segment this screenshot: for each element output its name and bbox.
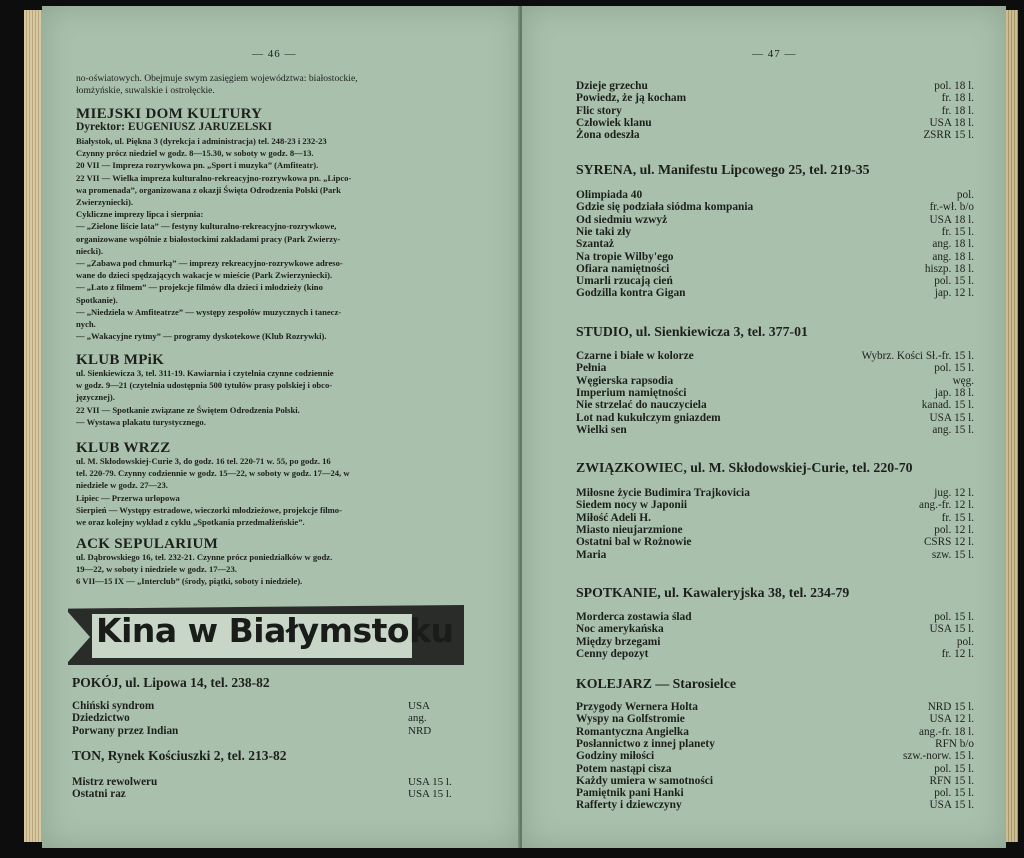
film-title: Ostatni bal w Rożnowie: [576, 536, 692, 549]
film-title: Czarne i białe w kolorze: [576, 350, 694, 362]
film-country: ang. 18 l.: [932, 238, 974, 251]
cinema-heading-pokoj: POKÓJ, ul. Lipowa 14, tel. 238-82: [72, 675, 270, 690]
film-country: USA 15 l.: [408, 776, 452, 788]
mdk-text-line: wa promenada”, organizowana z okazji Święta Odrodzenia Polski (Park: [76, 184, 341, 195]
film-title: Szantaż: [576, 238, 614, 251]
film-country: fr.-wł. b/o: [929, 201, 974, 214]
cinema-heading: KOLEJARZ — Starosielce: [576, 676, 736, 691]
mdk-director: Dyrektor: EUGENIUSZ JARUZELSKI: [76, 121, 272, 133]
mdk-text-line: organizowane wspólnie z białostockimi zakładami pracy (Park Zwierzy-: [76, 233, 341, 244]
film-title: Między brzegami: [576, 635, 661, 648]
film-country: pol. 15 l.: [934, 611, 974, 623]
film-country: USA 18 l.: [929, 116, 974, 129]
film-country: ang.-fr. 12 l.: [919, 499, 974, 512]
cinema-heading: STUDIO, ul. Sienkiewicza 3, tel. 377-01: [576, 324, 808, 339]
film-country: NRD: [408, 724, 432, 737]
film-country: pol. 15 l.: [934, 787, 974, 800]
film-country: ZSRR 15 l.: [923, 129, 974, 142]
film-country: szw.-norw. 15 l.: [903, 750, 974, 763]
mdk-text-line: Spotkanie).: [76, 294, 118, 305]
empik-text-line: — Wystawa plakatu turystycznego.: [76, 416, 206, 427]
film-title: Umarli rzucają cień: [576, 275, 673, 288]
film-country: ang.: [408, 712, 427, 725]
film-title: Noc amerykańska: [576, 623, 664, 636]
film-country: jap. 12 l.: [934, 287, 974, 300]
mdk-text-line: Zwierzyniecki).: [76, 197, 134, 207]
film-title: Węgierska rapsodia: [576, 374, 674, 387]
film-title: Imperium namiętności: [576, 386, 687, 399]
mdk-text-line: Białystok, ul. Piękna 3 (dyrekcja i administracja) tel. 248-23 i 232-23: [76, 136, 327, 146]
film-title: Gdzie się podziała siódma kompania: [576, 201, 754, 214]
left-page-number: — 46 —: [252, 48, 297, 60]
film-title: Porwany przez Indian: [72, 724, 179, 737]
film-country: USA 15 l.: [408, 788, 452, 801]
film-title: Godziny miłości: [576, 750, 655, 763]
mdk-text-line: 22 VII — Wielka impreza kulturalno-rekreacyjno-rozrywkowa pn. „Lipco-: [76, 172, 352, 183]
film-title: Miasto nieujarzmione: [576, 523, 683, 536]
film-title: Nie taki zły: [576, 225, 632, 238]
film-country: pol. 15 l.: [934, 275, 974, 288]
empik-text-line: 22 VII — Spotkanie związane ze Świętem Odrodzenia Polski.: [76, 404, 300, 415]
mdk-text-line: — „Lato z filmem” — projekcje filmów dla dzieci i młodzieży (kino: [76, 282, 323, 293]
film-title: Olimpiada 40: [576, 189, 643, 201]
film-title: Ostatni raz: [72, 788, 126, 801]
film-country: pol. 15 l.: [934, 762, 974, 775]
film-title: Potem nastąpi cisza: [576, 762, 672, 775]
film-title: Dzieje grzechu: [576, 80, 648, 92]
empik-heading: KLUB MPiK: [76, 352, 165, 368]
film-country: USA 15 l.: [929, 623, 974, 636]
film-country: USA 12 l.: [929, 713, 974, 726]
film-title: Rafferty i dziewczyny: [576, 799, 682, 812]
film-country: Wybrz. Kości Sł.-fr. 15 l.: [861, 350, 974, 362]
film-country: USA 15 l.: [929, 411, 974, 424]
mdk-text-line: wane do dzieci spędzających wakacje w mieście (Park Zwierzyniecki).: [76, 270, 333, 281]
film-title: Wielki sen: [576, 423, 627, 436]
film-country: pol.: [956, 189, 974, 201]
film-title: Przygody Wernera Holta: [576, 701, 698, 713]
wrzz-text-line: niedziele w godz. 27—23.: [76, 480, 168, 491]
cinemas-banner-title: Kina w Białymstoku: [96, 611, 454, 650]
film-country: kanad. 15 l.: [921, 399, 974, 412]
film-title: Siedem nocy w Japonii: [576, 499, 688, 512]
film-title: Na tropie Wilby'ego: [576, 250, 674, 263]
film-country: pol. 15 l.: [934, 362, 974, 375]
film-country: NRD 15 l.: [927, 701, 974, 713]
film-country: ang. 18 l.: [932, 250, 974, 263]
mdk-text-line: Czynny prócz niedziel w godz. 8—15.30, w soboty w godz. 8—13.: [76, 148, 314, 159]
film-country: USA: [408, 700, 431, 712]
film-title: Posłannictwo z innej planety: [576, 737, 715, 750]
film-title: Powiedz, że ją kocham: [576, 92, 687, 105]
ack-text-line: ul. Dąbrowskiego 16, tel. 232-21. Czynne prócz poniedziałków w godz.: [76, 552, 333, 562]
film-country: ang. 15 l.: [932, 423, 974, 436]
film-title: Pamiętnik pani Hanki: [576, 787, 684, 800]
film-title: Morderca zostawia ślad: [576, 611, 692, 623]
film-country: pol.: [956, 635, 974, 648]
mdk-text-line: — „Zielone liście lata” — festyny kulturalno-rekreacyjno-rozrywkowe,: [76, 221, 337, 232]
mdk-text-line: nych.: [76, 319, 96, 329]
cinema-heading: ZWIĄZKOWIEC, ul. M. Skłodowskiej-Curie, tel. 220-70: [576, 460, 913, 475]
wrzz-heading: KLUB WRZZ: [76, 440, 171, 456]
film-country: jug. 12 l.: [934, 487, 974, 499]
film-title: Każdy umiera w samotności: [576, 774, 713, 787]
wrzz-text-line: tel. 220-79. Czynny codziennie w godz. 15—22, w soboty w godz. 17—24, w: [76, 468, 350, 479]
intro-line: łomżyńskie, suwalskie i ostrołęckie.: [76, 85, 215, 96]
film-country: fr. 18 l.: [941, 104, 974, 117]
film-title: Mistrz rewolweru: [72, 776, 158, 788]
cinema-heading: SPOTKANIE, ul. Kawaleryjska 38, tel. 234-79: [576, 585, 850, 600]
ack-heading: ACK SEPULARIUM: [76, 536, 219, 552]
film-country: fr. 12 l.: [941, 647, 974, 660]
wrzz-text-line: Lipiec — Przerwa urlopowa: [76, 492, 180, 503]
film-title: Pełnia: [576, 362, 607, 375]
film-title: Ofiara namiętności: [576, 262, 670, 275]
film-country: węg.: [952, 374, 974, 387]
film-title: Nie strzelać do nauczyciela: [576, 399, 707, 412]
film-country: RFN b/o: [935, 737, 974, 750]
film-country: hiszp. 18 l.: [924, 262, 974, 275]
film-country: USA 15 l.: [929, 799, 974, 812]
film-country: USA 18 l.: [929, 213, 974, 226]
film-country: pol. 18 l.: [934, 80, 974, 92]
mdk-text-line: niecki).: [76, 245, 103, 256]
empik-text-line: w godz. 9—21 (czytelnia udostępnia 500 tytułów prasy polskiej i obco-: [76, 380, 333, 391]
mdk-text-line: — „Wakacyjne rytmy” — programy dyskotekowe (Klub Rozrywki).: [76, 331, 327, 342]
mdk-text-line: Cykliczne imprezy lipca i sierpnia:: [76, 209, 204, 220]
intro-line: no-oświatowych. Obejmuje swym zasięgiem województwa: białostockie,: [76, 73, 358, 84]
cinema-heading: SYRENA, ul. Manifestu Lipcowego 25, tel. 219-35: [576, 162, 870, 177]
film-title: Od siedmiu wzwyż: [576, 213, 668, 226]
film-country: szw. 15 l.: [931, 548, 974, 561]
empik-text-line: ul. Sienkiewicza 3, tel. 311-19. Kawiarnia i czytelnia czynne codziennie: [76, 368, 334, 378]
mdk-text-line: — „Zabawa pod chmurką” — imprezy rekreacyjno-rozrywkowe adreso-: [76, 258, 343, 268]
film-title: Żona odeszła: [576, 129, 640, 142]
film-title: Godzilla kontra Gigan: [576, 287, 686, 300]
wrzz-text-line: we oraz kolejny wykład z cyklu „Spotkania przedmałżeńskie”.: [76, 517, 305, 527]
right-page-number: — 47 —: [752, 48, 797, 60]
book-page-edges-left: [24, 10, 42, 842]
film-country: RFN 15 l.: [929, 774, 974, 787]
film-title: Maria: [576, 548, 607, 561]
wrzz-text-line: ul. M. Skłodowskiej-Curie 3, do godz. 16 tel. 220-71 w. 55, po godz. 16: [76, 456, 331, 466]
film-title: Dziedzictwo: [72, 712, 130, 725]
mdk-text-line: 20 VII — Impreza rozrywkowa pn. „Sport i muzyka” (Amfiteatr).: [76, 160, 319, 171]
film-title: Lot nad kukułczym gniazdem: [576, 411, 721, 424]
film-country: fr. 15 l.: [941, 511, 974, 524]
mdk-heading: MIEJSKI DOM KULTURY: [76, 106, 263, 122]
cinema-heading-ton: TON, Rynek Kościuszki 2, tel. 213-82: [72, 748, 287, 763]
book-page-edges-right: [1006, 10, 1018, 842]
ack-text-line: 19—22, w soboty i niedziele w godz. 17—23.: [76, 564, 237, 575]
film-title: Flic story: [576, 104, 622, 117]
film-title: Chiński syndrom: [72, 700, 155, 712]
film-country: CSRS 12 l.: [923, 536, 974, 549]
film-title: Cenny depozyt: [576, 647, 649, 660]
empik-text-line: języcznej).: [76, 392, 115, 403]
wrzz-text-line: Sierpień — Występy estradowe, wieczorki młodzieżowe, projekcje filmo-: [76, 504, 342, 515]
film-title: Miłosne życie Budimira Trajkovicia: [576, 487, 750, 499]
film-country: fr. 18 l.: [941, 92, 974, 105]
mdk-text-line: — „Niedziela w Amfiteatrze” — występy zespołów muzycznych i tanecz-: [76, 306, 342, 317]
film-country: jap. 18 l.: [934, 386, 974, 399]
film-country: pol. 12 l.: [934, 523, 974, 536]
ack-text-line: 6 VII—15 IX — „Interclub” (środy, piątki, soboty i niedziele).: [76, 576, 303, 587]
film-title: Wyspy na Golfstromie: [576, 713, 685, 726]
film-country: fr. 15 l.: [941, 225, 974, 238]
film-title: Człowiek klanu: [576, 116, 652, 129]
film-title: Romantyczna Angielka: [576, 725, 689, 738]
film-country: ang.-fr. 18 l.: [919, 725, 974, 738]
film-title: Miłość Adeli H.: [576, 511, 651, 524]
